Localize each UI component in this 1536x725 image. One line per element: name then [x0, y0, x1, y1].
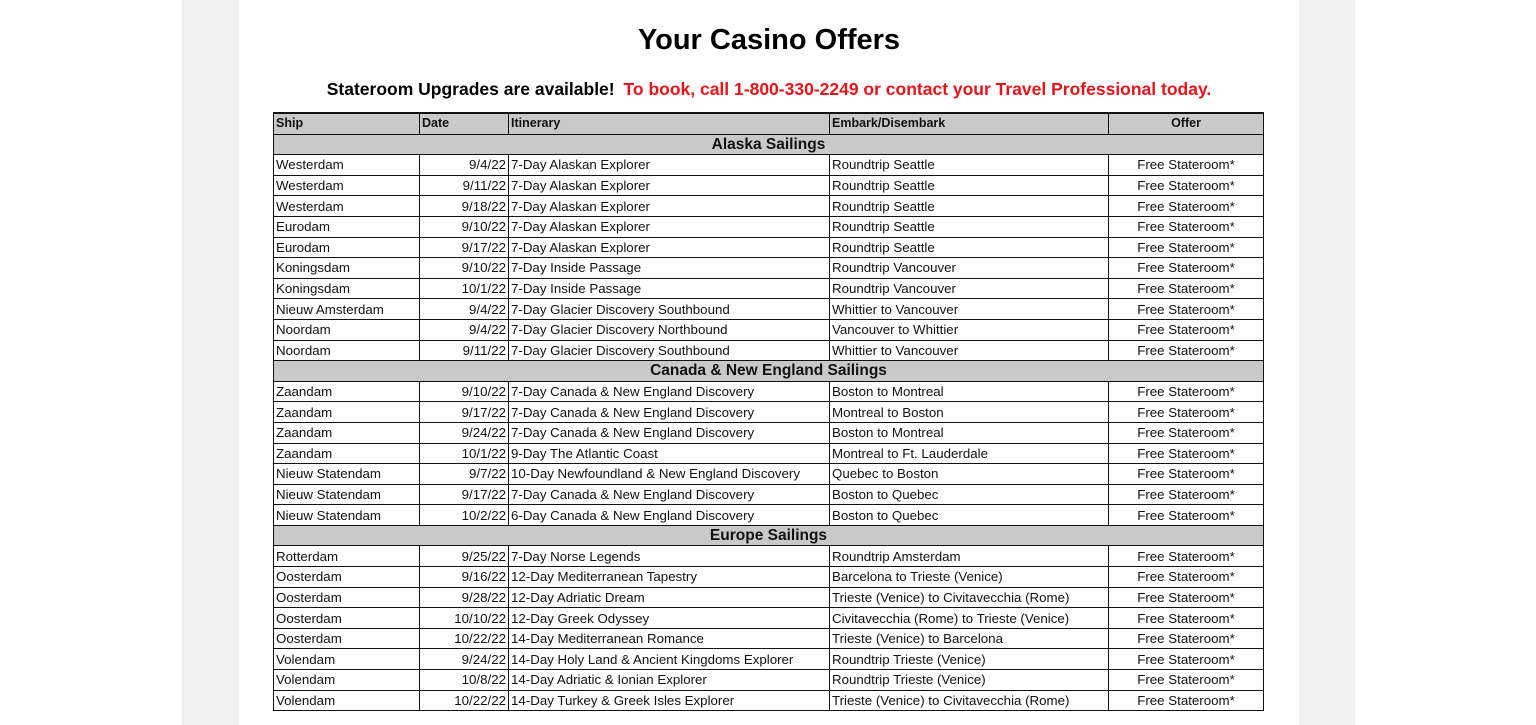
itinerary-cell: 7-Day Alaskan Explorer: [509, 155, 830, 176]
embark-disembark-cell: Roundtrip Seattle: [830, 175, 1109, 196]
date-cell: 9/11/22: [420, 175, 509, 196]
offer-cell: Free Stateroom*: [1109, 381, 1264, 402]
date-cell: 9/4/22: [420, 319, 509, 340]
offer-cell: Free Stateroom*: [1109, 649, 1264, 670]
ship-cell: Zaandam: [274, 422, 420, 443]
offer-cell: Free Stateroom*: [1109, 299, 1264, 320]
viewer-margin-right: [1355, 0, 1536, 725]
ship-cell: Rotterdam: [274, 546, 420, 567]
itinerary-cell: 7-Day Glacier Discovery Northbound: [509, 319, 830, 340]
offer-cell: Free Stateroom*: [1109, 258, 1264, 279]
offer-cell: Free Stateroom*: [1109, 155, 1264, 176]
embark-disembark-cell: Trieste (Venice) to Civitavecchia (Rome): [830, 690, 1109, 711]
offer-cell: Free Stateroom*: [1109, 505, 1264, 526]
column-header-offer: Offer: [1109, 113, 1264, 134]
itinerary-cell: 7-Day Glacier Discovery Southbound: [509, 299, 830, 320]
embark-disembark-cell: Trieste (Venice) to Civitavecchia (Rome): [830, 587, 1109, 608]
itinerary-cell: 12-Day Greek Odyssey: [509, 608, 830, 629]
itinerary-cell: 7-Day Alaskan Explorer: [509, 175, 830, 196]
table-row: [274, 587, 1264, 608]
offer-cell: Free Stateroom*: [1109, 546, 1264, 567]
date-cell: 9/18/22: [420, 196, 509, 217]
ship-cell: Nieuw Statendam: [274, 464, 420, 485]
ship-cell: Volendam: [274, 690, 420, 711]
offer-cell: Free Stateroom*: [1109, 608, 1264, 629]
ship-cell: Oosterdam: [274, 608, 420, 629]
table-row: [274, 422, 1264, 443]
offer-cell: Free Stateroom*: [1109, 484, 1264, 505]
ship-cell: Nieuw Amsterdam: [274, 299, 420, 320]
column-header-ship: Ship: [274, 113, 420, 134]
date-cell: 9/24/22: [420, 422, 509, 443]
itinerary-cell: 7-Day Canada & New England Discovery: [509, 422, 830, 443]
ship-cell: Westerdam: [274, 196, 420, 217]
table-row: [274, 237, 1264, 258]
table-row: [274, 608, 1264, 629]
itinerary-cell: 7-Day Alaskan Explorer: [509, 196, 830, 217]
table-row: [274, 402, 1264, 423]
table-row: [274, 690, 1264, 711]
section-title: Alaska Sailings: [274, 134, 1264, 155]
table-row: [274, 546, 1264, 567]
date-cell: 9/4/22: [420, 155, 509, 176]
ship-cell: Nieuw Statendam: [274, 484, 420, 505]
table-row: [274, 319, 1264, 340]
column-header-date: Date: [420, 113, 509, 134]
ship-cell: Koningsdam: [274, 258, 420, 279]
itinerary-cell: 14-Day Adriatic & Ionian Explorer: [509, 670, 830, 691]
date-cell: 9/11/22: [420, 340, 509, 361]
date-cell: 10/8/22: [420, 670, 509, 691]
embark-disembark-cell: Barcelona to Trieste (Venice): [830, 567, 1109, 588]
table-row: [274, 155, 1264, 176]
embark-disembark-cell: Boston to Quebec: [830, 505, 1109, 526]
offer-cell: Free Stateroom*: [1109, 567, 1264, 588]
viewer-margin-left: [0, 0, 182, 725]
offers-table-body: [274, 134, 1264, 711]
date-cell: 10/22/22: [420, 690, 509, 711]
embark-disembark-cell: Roundtrip Seattle: [830, 237, 1109, 258]
table-row: [274, 196, 1264, 217]
date-cell: 10/22/22: [420, 628, 509, 649]
section-header-row: [274, 361, 1264, 382]
ship-cell: Noordam: [274, 340, 420, 361]
itinerary-cell: 7-Day Norse Legends: [509, 546, 830, 567]
embark-disembark-cell: Roundtrip Seattle: [830, 196, 1109, 217]
itinerary-cell: 10-Day Newfoundland & New England Discovery: [509, 464, 830, 485]
embark-disembark-cell: Roundtrip Trieste (Venice): [830, 649, 1109, 670]
ship-cell: Westerdam: [274, 175, 420, 196]
ship-cell: Koningsdam: [274, 278, 420, 299]
section-title: Europe Sailings: [274, 525, 1264, 546]
ship-cell: Eurodam: [274, 216, 420, 237]
itinerary-cell: 7-Day Glacier Discovery Southbound: [509, 340, 830, 361]
offer-cell: Free Stateroom*: [1109, 216, 1264, 237]
date-cell: 9/25/22: [420, 546, 509, 567]
date-cell: 9/7/22: [420, 464, 509, 485]
date-cell: 9/17/22: [420, 484, 509, 505]
date-cell: 10/1/22: [420, 278, 509, 299]
column-header-embark-disembark: Embark/Disembark: [830, 113, 1109, 134]
table-row: [274, 670, 1264, 691]
embark-disembark-cell: Boston to Quebec: [830, 484, 1109, 505]
embark-disembark-cell: Vancouver to Whittier: [830, 319, 1109, 340]
table-row: [274, 464, 1264, 485]
table-row: [274, 505, 1264, 526]
table-row: [274, 381, 1264, 402]
itinerary-cell: 7-Day Canada & New England Discovery: [509, 484, 830, 505]
offer-cell: Free Stateroom*: [1109, 237, 1264, 258]
date-cell: 9/16/22: [420, 567, 509, 588]
column-header-itinerary: Itinerary: [509, 113, 830, 134]
offer-cell: Free Stateroom*: [1109, 340, 1264, 361]
embark-disembark-cell: Boston to Montreal: [830, 381, 1109, 402]
table-row: [274, 340, 1264, 361]
embark-disembark-cell: Boston to Montreal: [830, 422, 1109, 443]
itinerary-cell: 14-Day Holy Land & Ancient Kingdoms Explorer: [509, 649, 830, 670]
section-title: Canada & New England Sailings: [274, 361, 1264, 382]
embark-disembark-cell: Roundtrip Trieste (Venice): [830, 670, 1109, 691]
table-header-row: [274, 113, 1264, 134]
ship-cell: Oosterdam: [274, 567, 420, 588]
ship-cell: Zaandam: [274, 443, 420, 464]
date-cell: 9/17/22: [420, 237, 509, 258]
embark-disembark-cell: Whittier to Vancouver: [830, 299, 1109, 320]
embark-disembark-cell: Montreal to Boston: [830, 402, 1109, 423]
ship-cell: Volendam: [274, 649, 420, 670]
date-cell: 9/28/22: [420, 587, 509, 608]
itinerary-cell: 7-Day Inside Passage: [509, 258, 830, 279]
section-header-row: [274, 525, 1264, 546]
itinerary-cell: 7-Day Alaskan Explorer: [509, 216, 830, 237]
itinerary-cell: 7-Day Canada & New England Discovery: [509, 402, 830, 423]
date-cell: 10/10/22: [420, 608, 509, 629]
ship-cell: Volendam: [274, 670, 420, 691]
offer-cell: Free Stateroom*: [1109, 319, 1264, 340]
itinerary-cell: 7-Day Inside Passage: [509, 278, 830, 299]
table-row: [274, 443, 1264, 464]
offer-cell: Free Stateroom*: [1109, 464, 1264, 485]
embark-disembark-cell: Civitavecchia (Rome) to Trieste (Venice): [830, 608, 1109, 629]
embark-disembark-cell: Roundtrip Vancouver: [830, 278, 1109, 299]
offer-cell: Free Stateroom*: [1109, 443, 1264, 464]
offer-cell: Free Stateroom*: [1109, 628, 1264, 649]
section-header-row: [274, 134, 1264, 155]
table-row: [274, 299, 1264, 320]
embark-disembark-cell: Roundtrip Amsterdam: [830, 546, 1109, 567]
itinerary-cell: 7-Day Canada & New England Discovery: [509, 381, 830, 402]
ship-cell: Zaandam: [274, 402, 420, 423]
ship-cell: Noordam: [274, 319, 420, 340]
offer-cell: Free Stateroom*: [1109, 175, 1264, 196]
embark-disembark-cell: Roundtrip Vancouver: [830, 258, 1109, 279]
viewer-gutter-right: [1299, 0, 1355, 725]
date-cell: 10/2/22: [420, 505, 509, 526]
embark-disembark-cell: Trieste (Venice) to Barcelona: [830, 628, 1109, 649]
ship-cell: Nieuw Statendam: [274, 505, 420, 526]
itinerary-cell: 6-Day Canada & New England Discovery: [509, 505, 830, 526]
booking-note: [239, 79, 1299, 100]
table-row: [274, 628, 1264, 649]
table-row: [274, 484, 1264, 505]
offer-cell: Free Stateroom*: [1109, 690, 1264, 711]
date-cell: 9/24/22: [420, 649, 509, 670]
date-cell: 9/17/22: [420, 402, 509, 423]
embark-disembark-cell: Whittier to Vancouver: [830, 340, 1109, 361]
table-row: [274, 258, 1264, 279]
itinerary-cell: 14-Day Mediterranean Romance: [509, 628, 830, 649]
offer-cell: Free Stateroom*: [1109, 587, 1264, 608]
embark-disembark-cell: Quebec to Boston: [830, 464, 1109, 485]
document-page: [239, 0, 1299, 725]
embark-disembark-cell: Roundtrip Seattle: [830, 155, 1109, 176]
page-title: Your Casino Offers: [637, 24, 901, 56]
offer-cell: Free Stateroom*: [1109, 422, 1264, 443]
itinerary-cell: 14-Day Turkey & Greek Isles Explorer: [509, 690, 830, 711]
offer-cell: Free Stateroom*: [1109, 278, 1264, 299]
table-row: [274, 175, 1264, 196]
offer-cell: Free Stateroom*: [1109, 402, 1264, 423]
date-cell: 10/1/22: [420, 443, 509, 464]
ship-cell: Westerdam: [274, 155, 420, 176]
itinerary-cell: 7-Day Alaskan Explorer: [509, 237, 830, 258]
date-cell: 9/10/22: [420, 216, 509, 237]
embark-disembark-cell: Montreal to Ft. Lauderdale: [830, 443, 1109, 464]
ship-cell: Oosterdam: [274, 587, 420, 608]
itinerary-cell: 9-Day The Atlantic Coast: [509, 443, 830, 464]
booking-call-note: To book, call 1-800-330-2249 or contact your Travel Professional today.: [623, 79, 1212, 99]
itinerary-cell: 12-Day Mediterranean Tapestry: [509, 567, 830, 588]
date-cell: 9/4/22: [420, 299, 509, 320]
itinerary-cell: 12-Day Adriatic Dream: [509, 587, 830, 608]
upgrade-note: Stateroom Upgrades are available!: [326, 79, 615, 99]
viewer-gutter-left: [182, 0, 239, 725]
offer-cell: Free Stateroom*: [1109, 670, 1264, 691]
date-cell: 9/10/22: [420, 381, 509, 402]
table-row: [274, 216, 1264, 237]
ship-cell: Oosterdam: [274, 628, 420, 649]
ship-cell: Eurodam: [274, 237, 420, 258]
offers-table: [273, 112, 1264, 711]
embark-disembark-cell: Roundtrip Seattle: [830, 216, 1109, 237]
table-row: [274, 649, 1264, 670]
date-cell: 9/10/22: [420, 258, 509, 279]
table-row: [274, 278, 1264, 299]
offer-cell: Free Stateroom*: [1109, 196, 1264, 217]
ship-cell: Zaandam: [274, 381, 420, 402]
table-row: [274, 567, 1264, 588]
